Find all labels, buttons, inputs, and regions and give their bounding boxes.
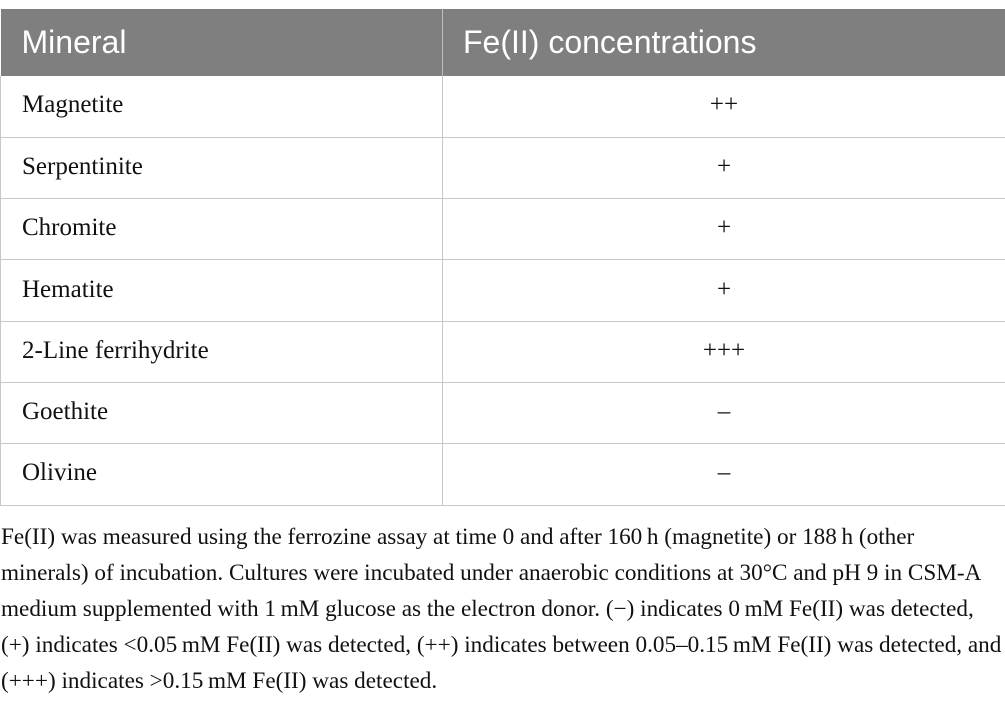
fe-value-cell: +: [443, 137, 1005, 198]
table-body: [1, 76, 1005, 505]
header-fe-concentration: Fe(II) concentrations: [443, 9, 1005, 76]
table-row: [1, 444, 1005, 505]
mineral-cell: 2-Line ferrihydrite: [1, 321, 443, 382]
table-row: [1, 382, 1005, 443]
mineral-cell: Olivine: [1, 444, 443, 505]
data-table: [0, 9, 1005, 506]
table-row: [1, 137, 1005, 198]
fe-value-cell: –: [443, 382, 1005, 443]
table-footnote: Fe(II) was measured using the ferrozine assay at time 0 and after 160 h (magnetite) or 188 h (other minerals) of incubation. Cultures were incubated under anaerobic conditions at 30°C and pH 9 in CSM-A medium supplemented with 1 mM glucose as the electron donor. (−) indicates 0 mM Fe(II) was detected, (+) indicates <0.05 mM Fe(II) was detected, (++) indicates between 0.05–0.15 mM Fe(II) was detected, and (+++) indicates >0.15 mM Fe(II) was detected.: [1, 524, 1002, 694]
mineral-cell: Chromite: [1, 199, 443, 260]
data-table-container: [0, 9, 1005, 506]
fe-value-cell: +++: [443, 321, 1005, 382]
table-row: [1, 199, 1005, 260]
fe-value-cell: ++: [443, 76, 1005, 137]
header-row: [1, 9, 1005, 76]
mineral-cell: Serpentinite: [1, 137, 443, 198]
table-header: [1, 9, 1005, 76]
table-row: [1, 260, 1005, 321]
mineral-cell: Hematite: [1, 260, 443, 321]
header-mineral: Mineral: [1, 9, 443, 76]
mineral-cell: Magnetite: [1, 76, 443, 137]
fe-value-cell: +: [443, 199, 1005, 260]
table-row: [1, 76, 1005, 137]
fe-value-cell: –: [443, 444, 1005, 505]
fe-value-cell: +: [443, 260, 1005, 321]
table-row: [1, 321, 1005, 382]
mineral-cell: Goethite: [1, 382, 443, 443]
